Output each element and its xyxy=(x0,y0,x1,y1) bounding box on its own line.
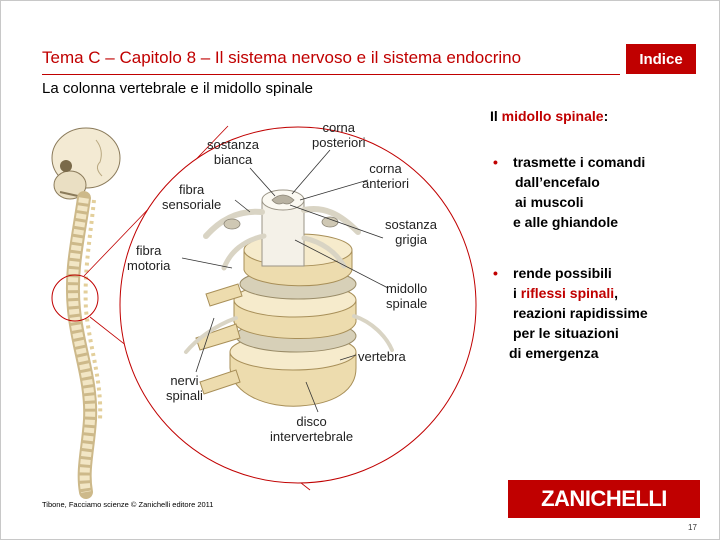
bullet-trasmette-comandi: • trasmette i comandi dall’encefalo ai muscoli e alle ghiandole xyxy=(493,154,646,230)
zanichelli-logo: ZANICHELLI xyxy=(508,480,700,518)
label-corna-posteriori: corna posteriori xyxy=(312,120,366,150)
footer-credit: Tibone, Facciamo scienze © Zanichelli editore 2011 xyxy=(42,500,214,509)
label-disco-intervertebrale: disco intervertebrale xyxy=(270,414,354,444)
label-nervi-spinali: nervi spinali xyxy=(166,373,203,403)
panel-title: Il midollo spinale: xyxy=(490,108,609,124)
label-vertebra: vertebra xyxy=(358,349,406,364)
riflessi-spinali-highlight: riflessi spinali xyxy=(520,285,615,301)
index-button[interactable]: Indice xyxy=(626,44,696,74)
bullet-icon: • xyxy=(493,265,498,281)
bullet-riflessi-spinali: • rende possibili i riflessi spinali, reazioni rapidissime per le situazioni di emergenza xyxy=(493,265,648,361)
label-sostanza-bianca: sostanza bianca xyxy=(207,137,260,167)
label-fibra-motoria: fibra motoria xyxy=(127,243,171,273)
label-fibra-sensoriale: fibra sensoriale xyxy=(162,182,222,212)
page-number: 17 xyxy=(688,523,697,532)
midollo-spinale-highlight: midollo spinale xyxy=(501,108,604,124)
slide-header-title: Tema C – Capitolo 8 – Il sistema nervoso e il sistema endocrino xyxy=(42,48,522,67)
label-corna-anteriori: corna anteriori xyxy=(362,161,409,191)
label-midollo-spinale: midollo spinale xyxy=(386,281,428,311)
slide-subtitle: La colonna vertebrale e il midollo spinale xyxy=(42,80,313,97)
skull-icon xyxy=(52,128,120,199)
vertebral-column-icon xyxy=(73,198,100,492)
bullet-icon: • xyxy=(493,154,498,170)
label-sostanza-grigia: sostanza grigia xyxy=(385,217,438,247)
